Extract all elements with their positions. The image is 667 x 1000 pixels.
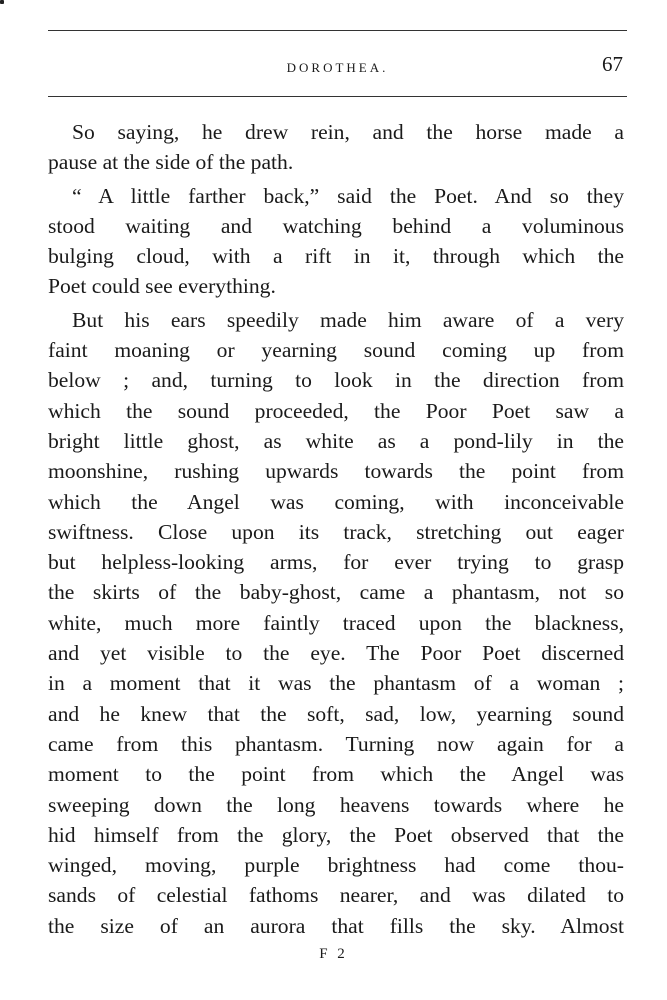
text-line: pause at the side of the path. (48, 150, 294, 175)
text-line: below ; and, turning to look in the direction from (48, 368, 624, 393)
text-line: Poet could see everything. (48, 274, 276, 299)
text-line: moment to the point from which the Angel was (48, 762, 624, 787)
page-header (48, 52, 627, 82)
text-line: and yet visible to the eye. The Poor Poet discerned (48, 641, 624, 666)
text-line: swiftness. Close upon its track, stretching out eager (48, 519, 624, 544)
text-line: the skirts of the baby-ghost, came a phantasm, not so (48, 580, 624, 605)
corner-ink-mark (0, 0, 4, 4)
text-line: “ A little farther back,” said the Poet. And so they (72, 183, 624, 208)
text-line: faint moaning or yearning sound coming up from (48, 338, 624, 363)
header-rule-bottom (48, 96, 627, 97)
text-line: in a moment that it was the phantasm of a woman ; (48, 671, 624, 696)
text-line: the size of an aurora that fills the sky. Almost (48, 913, 624, 938)
body-text (48, 117, 624, 944)
paragraph (48, 181, 624, 302)
text-line: and he knew that the soft, sad, low, yearning sound (48, 701, 624, 726)
running-title: DOROTHEA. (286, 60, 389, 75)
signature-mark: F 2 (319, 946, 348, 962)
paragraph (48, 117, 624, 178)
text-line: hid himself from the glory, the Poet observed that the (48, 822, 624, 847)
text-line: came from this phantasm. Turning now again for a (48, 731, 624, 756)
text-line: stood waiting and watching behind a voluminous (48, 213, 624, 238)
text-line: which the sound proceeded, the Poor Poet saw a (48, 398, 624, 423)
text-line: white, much more faintly traced upon the blackness, (48, 610, 624, 635)
text-line: which the Angel was coming, with inconceivable (48, 489, 624, 514)
text-line: But his ears speedily made him aware of a very (72, 307, 624, 332)
text-line: sands of celestial fathoms nearer, and was dilated to (48, 883, 624, 908)
text-line: So saying, he drew rein, and the horse made a (72, 120, 624, 144)
text-line: bright little ghost, as white as a pond-lily in the (48, 428, 624, 453)
text-line: bulging cloud, with a rift in it, through which the (48, 244, 624, 269)
text-line: but helpless-looking arms, for ever trying to grasp (48, 550, 624, 575)
text-line: winged, moving, purple brightness had come thou- (48, 853, 624, 878)
header-rule-top (48, 30, 627, 31)
text-line: sweeping down the long heavens towards where he (48, 792, 624, 817)
paragraph (48, 305, 624, 941)
page-number: 67 (602, 52, 623, 76)
text-line: moonshine, rushing upwards towards the point from (48, 459, 624, 484)
